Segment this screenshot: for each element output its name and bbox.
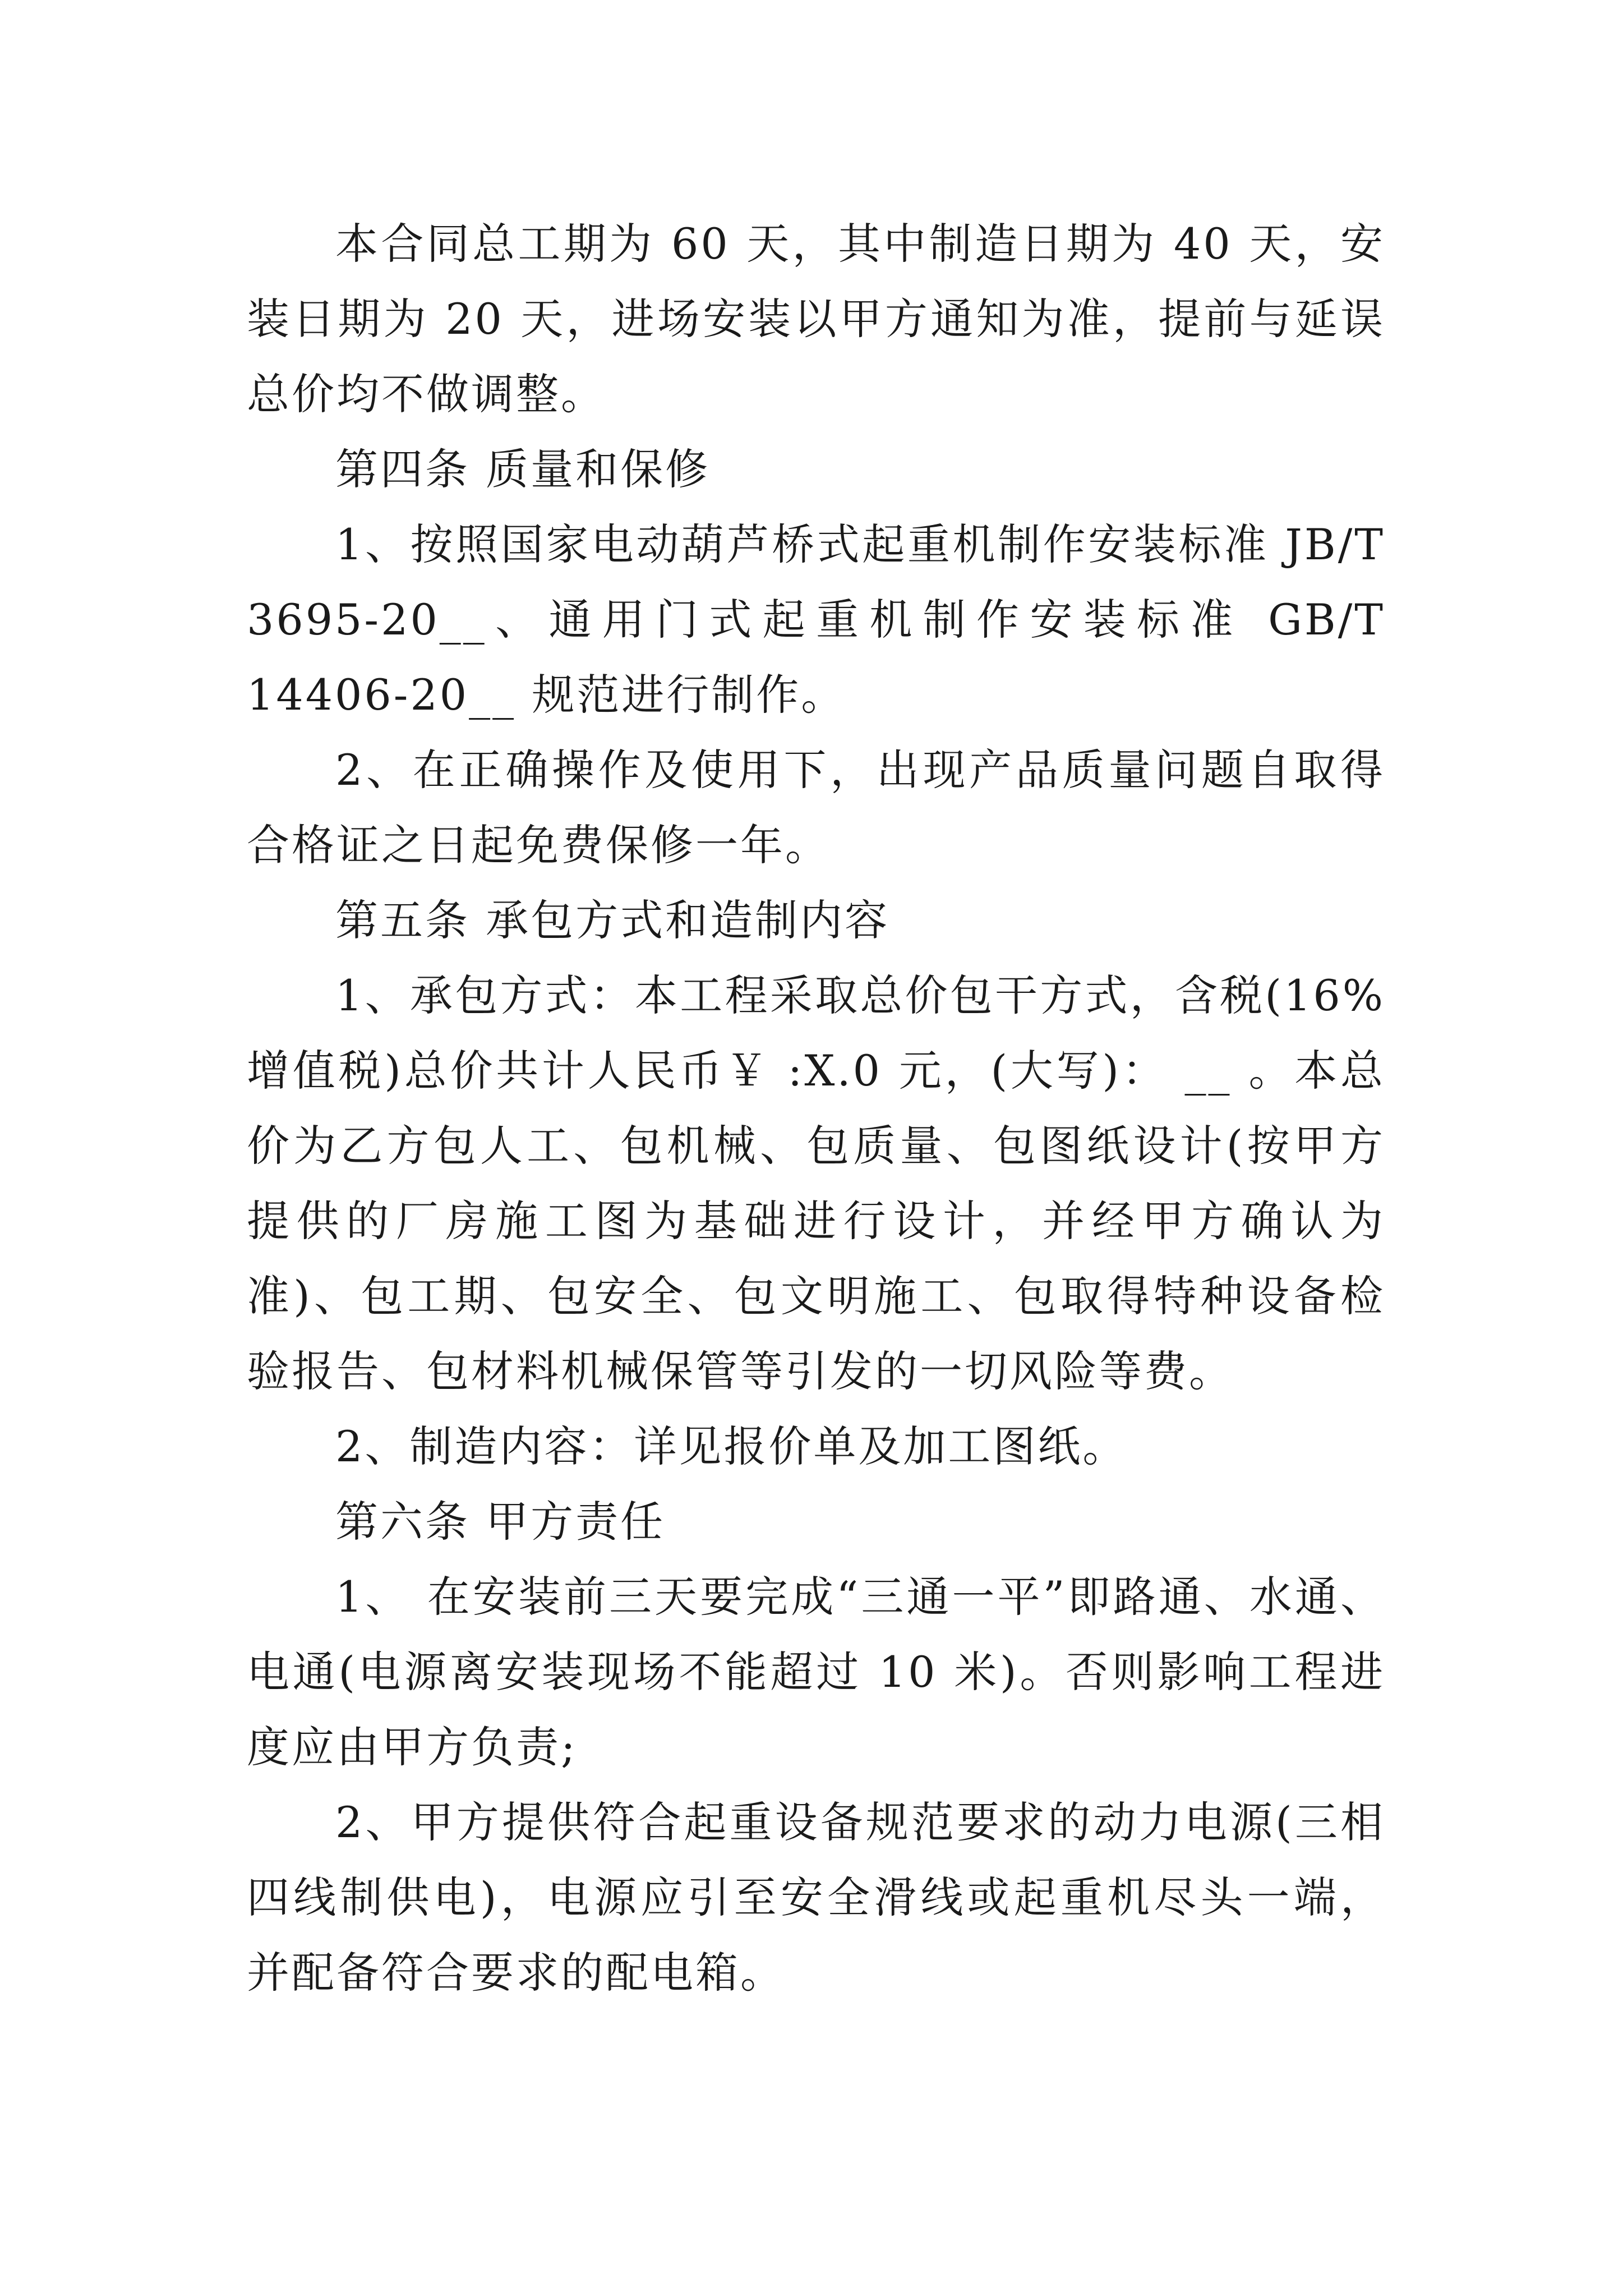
- paragraph-manufacturing-content: 2、制造内容：详见报价单及加工图纸。: [335, 1421, 1128, 1471]
- heading-article-6: 第六条 甲方责任: [335, 1497, 666, 1547]
- paragraph-party-a-site-prep: 1、 在安装前三天要完成“三通一平”即路通、水通、电通(电源离安装现场不能超过 10 米)。否则影响工程进度应由甲方负责;: [247, 1572, 1385, 1772]
- document-body: [247, 206, 1385, 2010]
- paragraph-schedule: 本合同总工期为 60 天，其中制造日期为 40 天，安装日期为 20 天，进场安装以甲方通知为准，提前与延误总价均不做调整。: [247, 219, 1385, 419]
- heading-article-4: 第四条 质量和保修: [335, 444, 711, 494]
- paragraph-warranty: 2、在正确操作及使用下，出现产品质量问题自取得合格证之日起免费保修一年。: [247, 745, 1385, 870]
- paragraph-quality-standard: 1、按照国家电动葫芦桥式起重机制作安装标准 JB/T 3695-20__、通用门式起重机制作安装标准 GB/T 14406-20__ 规范进行制作。: [247, 519, 1385, 720]
- paragraph-party-a-power: 2、甲方提供符合起重设备规范要求的动力电源(三相四线制供电)，电源应引至安全滑线或起重机尽头一端，并配备符合要求的配电箱。: [247, 1797, 1385, 1998]
- paragraph-contract-method: 1、承包方式：本工程采取总价包干方式，含税(16%增值税)总价共计人民币￥ :X.0 元，(大写)： __ 。本总价为乙方包人工、包机械、包质量、包图纸设计(按甲方提供的厂房施工图为基础进行设计，并经甲方确认为准)、包工期、包安全、包文明施工、包取得特种设备检验报告、包材料机械保管等引发的一切风险等费。: [247, 970, 1385, 1396]
- heading-article-5: 第五条 承包方式和造制内容: [335, 895, 890, 945]
